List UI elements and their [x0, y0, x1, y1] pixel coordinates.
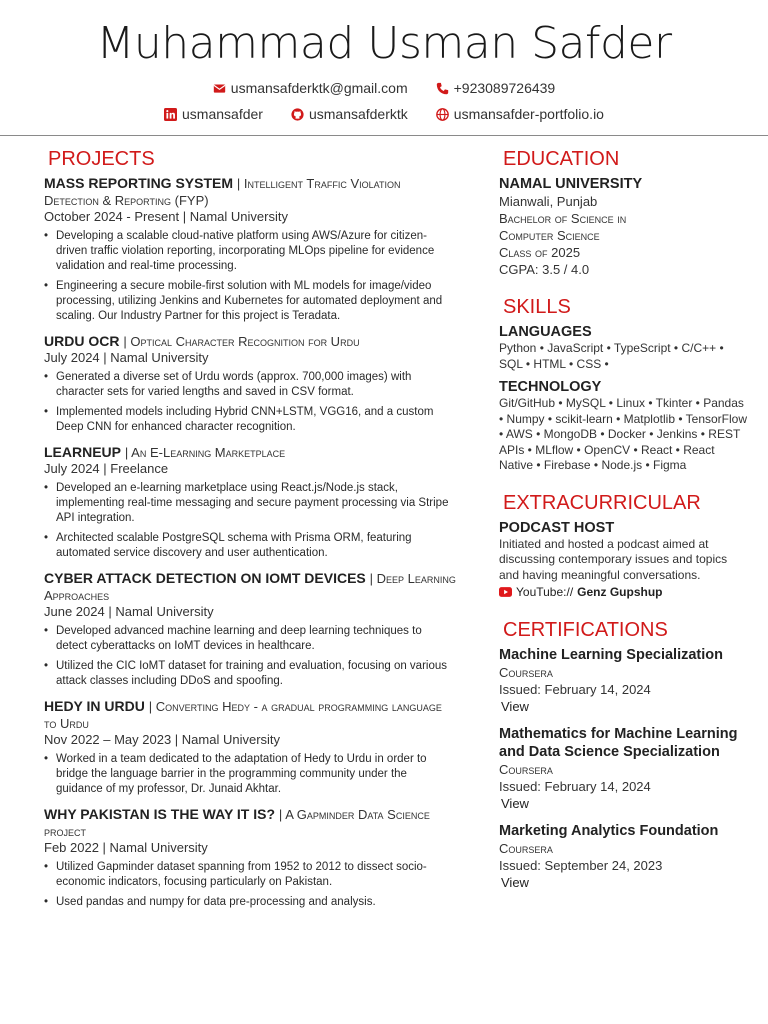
- extracurricular-heading: EXTRACURRICULAR: [503, 491, 701, 514]
- youtube-prefix: YouTube://: [516, 585, 574, 599]
- education-cgpa: CGPA: 3.5 / 4.0: [499, 262, 590, 277]
- certification-view-link[interactable]: View: [501, 875, 529, 890]
- education-class: Class of 2025: [499, 245, 581, 260]
- linkedin-text: usmansafder: [182, 106, 263, 122]
- education-degree-line2: Computer Science: [499, 228, 600, 243]
- education-degree-line1: Bachelor of Science in: [499, 211, 627, 226]
- left-column: [44, 148, 456, 919]
- project-subtitle: | Converting Hedy - a gradual programming language to Urdu: [44, 699, 442, 731]
- project-header: [44, 570, 456, 604]
- certification-issuer: Coursera: [499, 665, 553, 680]
- certification-entry: [499, 646, 749, 715]
- github-link[interactable]: [291, 106, 408, 122]
- project-date: Nov 2022 – May 2023 | Namal University: [44, 732, 281, 747]
- project-name: LEARNEUP: [44, 444, 122, 460]
- education-school: NAMAL UNIVERSITY: [499, 176, 643, 192]
- envelope-icon: [213, 82, 226, 95]
- certification-entry: [499, 822, 749, 891]
- extracurricular-role: PODCAST HOST: [499, 519, 615, 536]
- project-bullets: [44, 229, 456, 324]
- certification-title: Marketing Analytics Foundation: [499, 823, 719, 839]
- website-text: usmansafder-portfolio.io: [453, 106, 604, 122]
- project-date: June 2024 | Namal University: [44, 604, 214, 619]
- project-entry: [44, 444, 456, 561]
- certification-title: Mathematics for Machine Learning and Data Science Specialization: [499, 726, 738, 760]
- project-bullet: • Developed advanced machine learning and deep learning techniques to detect cyberattacks on IoMT devices in healthcare.: [44, 624, 456, 654]
- project-bullet: • Worked in a team dedicated to the adaptation of Hedy to Urdu in order to bridge the language barrier in the programming community under the guidance of my professor, Dr. Junaid Akhtar.: [44, 752, 456, 797]
- project-subtitle: | Intelligent Traffic Violation Detection & Reporting (FYP): [44, 176, 401, 208]
- phone-icon: [436, 82, 449, 95]
- skills-technology-list: Git/GitHub • MySQL • Linux • Tkinter • Pandas • Numpy • scikit-learn • Matplotlib • TensorFlow • AWS • MongoDB • Docker • Jenkins • REST APIs • MLflow • OpenCV • React • React Native • Firebase • Node.js • Figma: [499, 396, 747, 472]
- youtube-channel: Genz Gupshup: [577, 585, 663, 599]
- phone-text: +923089726439: [453, 80, 556, 96]
- resume-name: Muhammad Usman Safder: [96, 18, 672, 69]
- project-bullet: • Utilized Gapminder dataset spanning from 1952 to 2012 to dissect socio-economic indicators, focusing particularly on Pakistan.: [44, 860, 456, 890]
- right-column: [499, 148, 749, 901]
- project-header: [44, 175, 456, 209]
- website-link[interactable]: [436, 106, 604, 122]
- project-date: July 2024 | Freelance: [44, 461, 169, 476]
- project-bullets: [44, 370, 456, 435]
- youtube-icon: [499, 587, 512, 597]
- project-bullet: • Used pandas and numpy for data pre-processing and analysis.: [44, 895, 456, 910]
- project-entry: [44, 333, 456, 435]
- project-entry: [44, 806, 456, 910]
- phone-link[interactable]: [436, 80, 556, 96]
- project-subtitle: | A Gapminder Data Science project: [44, 807, 430, 839]
- certification-issued-date: Issued: February 14, 2024: [499, 779, 651, 794]
- certifications-list: [499, 646, 749, 891]
- contact-row-primary: [0, 80, 768, 96]
- email-text: usmansafderktk@gmail.com: [230, 80, 408, 96]
- github-icon: [291, 108, 304, 121]
- certification-issued-date: Issued: February 14, 2024: [499, 682, 651, 697]
- project-name: URDU OCR: [44, 333, 120, 349]
- certification-view-link[interactable]: View: [501, 699, 529, 714]
- project-bullet: • Generated a diverse set of Urdu words (approx. 700,000 images) with character sets for varied lengths and saved in CSV format.: [44, 370, 456, 400]
- project-header: [44, 333, 456, 350]
- project-bullets: [44, 624, 456, 689]
- project-bullets: [44, 481, 456, 561]
- certification-view-link[interactable]: View: [501, 796, 529, 811]
- project-bullet: • Developing a scalable cloud-native platform using AWS/Azure for citizen-driven traffic violation reporting, incorporating MLOps pipeline for evidence validation and real-time processing.: [44, 229, 456, 274]
- project-header: [44, 806, 456, 840]
- certifications-heading: CERTIFICATIONS: [503, 619, 668, 641]
- skills-languages-title: LANGUAGES: [499, 324, 592, 340]
- project-name: MASS REPORTING SYSTEM: [44, 175, 234, 191]
- skills-technology-title: TECHNOLOGY: [499, 379, 602, 395]
- certification-title: Machine Learning Specialization: [499, 647, 723, 663]
- project-entry: [44, 175, 456, 324]
- project-bullet: • Implemented models including Hybrid CNN+LSTM, VGG16, and a custom Deep CNN for enhanced character recognition.: [44, 405, 456, 435]
- skills-heading: SKILLS: [503, 296, 571, 318]
- project-bullets: [44, 860, 456, 910]
- project-name: CYBER ATTACK DETECTION ON IOMT DEVICES: [44, 570, 366, 586]
- certification-issuer: Coursera: [499, 841, 553, 856]
- project-header: [44, 444, 456, 461]
- github-text: usmansafderktk: [308, 106, 408, 122]
- project-bullet: • Utilized the CIC IoMT dataset for training and evaluation, focusing on various attack classes including DDoS and spoofing.: [44, 659, 456, 689]
- contact-row-secondary: [0, 106, 768, 122]
- certification-entry: [499, 725, 749, 812]
- education-heading: EDUCATION: [503, 148, 620, 170]
- skills-languages-list: Python • JavaScript • TypeScript • C/C++ • SQL • HTML • CSS •: [499, 341, 724, 371]
- extracurricular-description: Initiated and hosted a podcast aimed at discussing contemporary issues and topics and having meaningful conversations.: [499, 536, 728, 582]
- projects-heading: PROJECTS: [48, 148, 155, 170]
- project-entry: [44, 570, 456, 689]
- globe-icon: [436, 108, 449, 121]
- education-location: Mianwali, Punjab: [499, 194, 598, 209]
- project-subtitle: | Deep Learning Approaches: [44, 571, 456, 603]
- projects-list: [44, 175, 456, 910]
- project-subtitle: | Optical Character Recognition for Urdu: [123, 334, 360, 349]
- project-date: October 2024 - Present | Namal University: [44, 209, 288, 224]
- project-subtitle: | An E-Learning Marketplace: [124, 445, 286, 460]
- certification-issued-date: Issued: September 24, 2023: [499, 858, 663, 873]
- project-entry: [44, 698, 456, 797]
- project-bullet: • Architected scalable PostgreSQL schema with Prisma ORM, featuring automated service discovery and user authentication.: [44, 531, 456, 561]
- project-date: Feb 2022 | Namal University: [44, 840, 208, 855]
- project-name: WHY PAKISTAN IS THE WAY IT IS?: [44, 806, 276, 822]
- linkedin-icon: [164, 108, 177, 121]
- project-bullet: • Developed an e-learning marketplace using React.js/Node.js stack, implementing real-time messaging and secure payment processing via Stripe API integration.: [44, 481, 456, 526]
- email-link[interactable]: [213, 80, 408, 96]
- project-name: HEDY IN URDU: [44, 698, 145, 714]
- project-header: [44, 698, 456, 732]
- linkedin-link[interactable]: [164, 106, 263, 122]
- project-bullets: [44, 752, 456, 797]
- project-date: July 2024 | Namal University: [44, 350, 209, 365]
- header-divider: [0, 135, 768, 136]
- certification-issuer: Coursera: [499, 762, 553, 777]
- youtube-link[interactable]: [499, 585, 749, 599]
- project-bullet: • Engineering a secure mobile-first solution with ML models for image/video processing, utilizing Jenkins and Kubernetes for automated deployment and scaling. Our Industry Partner for this project is Teradata.: [44, 279, 456, 324]
